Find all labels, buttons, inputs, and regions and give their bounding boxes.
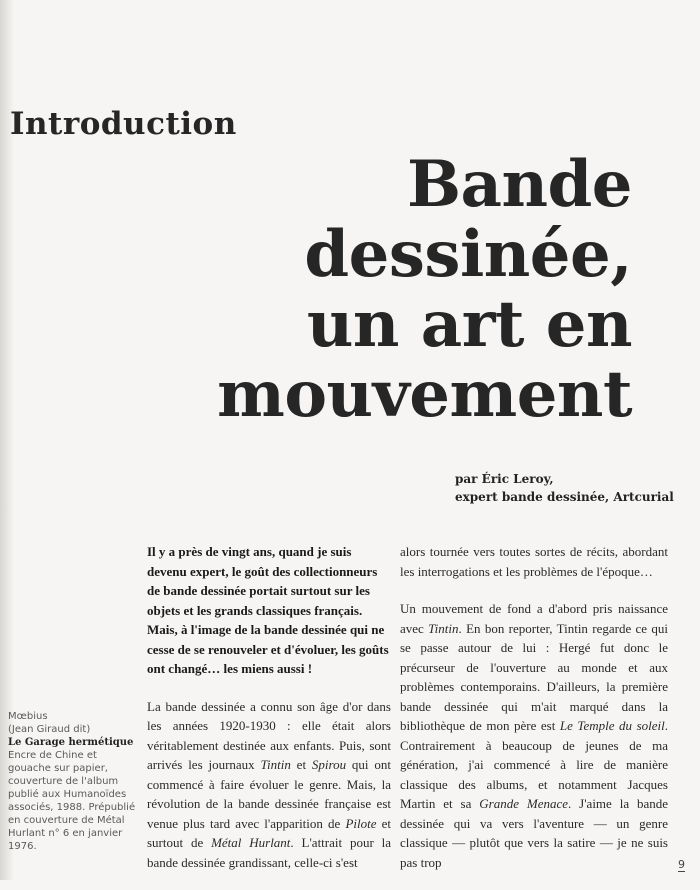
text-column-right [400, 542, 668, 890]
byline [455, 470, 674, 506]
text-run: . J'aime la bande dessinée qui va vers l'aventure — un genre classique — plutôt que vers la satire — je ne suis pas trop [400, 796, 669, 870]
lead-paragraph: Il y a près de vingt ans, quand je suis devenu expert, le goût des collectionneurs de bande dessinée portait surtout sur les objets et les grands classiques français. Mais, à l'image de la bande dessinée qui ne cesse de se renouveler et d'évoluer, les goûts ont changé… les miens aussi ! [147, 544, 389, 676]
text-run: qui ont commencé à faire évoluer le genre. Mais, la révolution de la bande dessinée française est venue plus tard avec l'apparition de [147, 757, 391, 831]
title-line: dessinée, [304, 217, 632, 292]
caption-work-title: Le Garage hermétique [8, 737, 134, 748]
caption-artist-alias: (Jean Giraud dit) [8, 724, 91, 735]
text-run: alors tournée vers toutes sortes de récits, abordant les interrogations et les problèmes de l'époque… [400, 544, 668, 579]
article-title [217, 147, 632, 432]
text-run: La bande dessinée a connu son âge d'or dans les années 1920-1930 : elle était alors véritablement destinée aux enfants. Puis, sont arrivés les journaux [147, 698, 391, 772]
text-column-left [147, 542, 391, 890]
italic-title: Tintin [428, 620, 459, 636]
text-run: et [290, 757, 312, 772]
text-run: . Contrairement à beaucoup de jeunes de ma génération, j'ai commencé à lire de manière classique des albums, et notamment Jacques Martin et sa [400, 718, 668, 811]
page-number: 9 [678, 858, 685, 871]
italic-title: Pilote [345, 815, 377, 831]
body-paragraph [147, 697, 391, 873]
body-paragraph [400, 599, 668, 872]
text-run: et surtout de [147, 815, 391, 850]
byline-role: expert bande dessinée, Artcurial [455, 490, 674, 504]
image-caption [8, 710, 140, 853]
body-paragraph [400, 542, 668, 581]
italic-title: Métal Hurlant [211, 835, 291, 850]
italic-title: Grande Menace [479, 796, 569, 811]
italic-title: Tintin [260, 757, 291, 772]
italic-title: Spirou [311, 757, 347, 772]
text-run: . En bon reporter, Tintin regarde ce qui se passe autour de lui : Hergé fut donc le précurseur de l'ouverture au monde et aux problèmes contemporains. D'ailleurs, la première bande dessinée qui m'ait marqué dans la bibliothèque de mon père est [400, 620, 669, 733]
caption-details: Encre de Chine et gouache sur papier, couverture de l'album publié aux Humanoïdes associés, 1988. Prépublié en couverture de Métal Hurlant n° 6 en janvier 1976. [8, 750, 136, 852]
italic-title: Le Temple du soleil [559, 718, 665, 733]
title-line: un art en [306, 287, 632, 362]
text-run: Un mouvement de fond a d'abord pris naissance avec [400, 601, 668, 636]
caption-artist: Mœbius [8, 711, 48, 722]
byline-author: par Éric Leroy, [455, 472, 554, 486]
section-kicker: Introduction [10, 106, 237, 142]
title-line: mouvement [217, 357, 632, 432]
text-run: . L'attrait pour la bande dessinée grandissant, celle-ci s'est [147, 835, 392, 870]
title-line: Bande [406, 147, 632, 222]
